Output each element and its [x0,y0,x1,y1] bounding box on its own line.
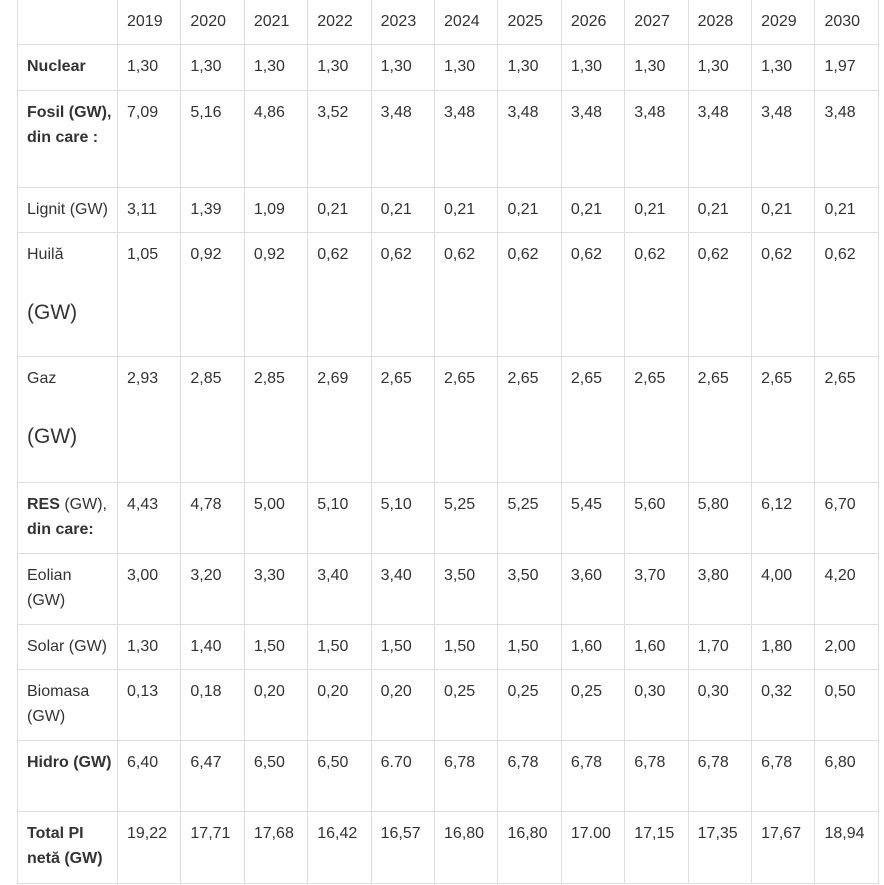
table-row-res [18,482,879,553]
table-row-solar [18,624,879,669]
year-header-2025: 2025 [498,0,561,44]
row-label-total-pi-neta [18,811,118,883]
cell-fosil-2021: 4,86 [244,90,307,187]
cell-eolian-2022: 3,40 [308,553,371,624]
cell-total-pi-neta-2019: 19,22 [118,811,181,883]
cell-biomasa-2025: 0,25 [498,669,561,740]
cell-eolian-2020: 3,20 [181,553,244,624]
cell-solar-2019: 1,30 [118,624,181,669]
row-label-text: Biomasa (GW) [27,682,90,726]
cell-biomasa-2029: 0,32 [752,669,815,740]
cell-total-pi-neta-2024: 16,80 [435,811,498,883]
cell-fosil-2020: 5,16 [181,90,244,187]
cell-fosil-2029: 3,48 [752,90,815,187]
year-header-2022: 2022 [308,0,371,44]
table-row-lignit [18,187,879,232]
cell-eolian-2019: 3,00 [118,553,181,624]
cell-nuclear-2030: 1,97 [815,44,879,90]
table-header-row [18,0,879,44]
year-header-2029: 2029 [752,0,815,44]
cell-nuclear-2025: 1,30 [498,44,561,90]
cell-huila-2029: 0,62 [752,232,815,356]
corner-cell [18,0,118,44]
cell-lignit-2022: 0,21 [308,187,371,232]
cell-gaz-2026: 2,65 [561,356,624,482]
cell-fosil-2019: 7,09 [118,90,181,187]
cell-total-pi-neta-2022: 16,42 [308,811,371,883]
cell-gaz-2023: 2,65 [371,356,434,482]
cell-nuclear-2027: 1,30 [625,44,688,90]
cell-gaz-2021: 2,85 [244,356,307,482]
table-row-gaz [18,356,879,482]
cell-gaz-2024: 2,65 [435,356,498,482]
cell-hidro-2021: 6,50 [244,740,307,811]
cell-gaz-2022: 2,69 [308,356,371,482]
cell-gaz-2028: 2,65 [688,356,751,482]
cell-gaz-2030: 2,65 [815,356,879,482]
table-row-total-pi-neta [18,811,879,883]
cell-lignit-2025: 0,21 [498,187,561,232]
year-header-2021: 2021 [244,0,307,44]
cell-res-2019: 4,43 [118,482,181,553]
cell-solar-2029: 1,80 [752,624,815,669]
table-row-huila [18,232,879,356]
row-label-gaz [18,356,118,482]
cell-res-2029: 6,12 [752,482,815,553]
cell-eolian-2024: 3,50 [435,553,498,624]
row-label-fosil [18,90,118,187]
year-header-2023: 2023 [371,0,434,44]
cell-solar-2025: 1,50 [498,624,561,669]
cell-eolian-2028: 3,80 [688,553,751,624]
cell-gaz-2027: 2,65 [625,356,688,482]
year-header-2026: 2026 [561,0,624,44]
row-label-solar [18,624,118,669]
cell-gaz-2020: 2,85 [181,356,244,482]
row-label-text: Fosil (GW), din care : [27,103,112,147]
cell-lignit-2021: 1,09 [244,187,307,232]
row-label-res [18,482,118,553]
cell-solar-2026: 1,60 [561,624,624,669]
cell-res-2021: 5,00 [244,482,307,553]
row-label-hidro [18,740,118,811]
cell-res-2030: 6,70 [815,482,879,553]
row-label-text: Hidro (GW) [27,753,112,771]
year-header-2027: 2027 [625,0,688,44]
cell-res-2027: 5,60 [625,482,688,553]
cell-hidro-2020: 6,47 [181,740,244,811]
cell-eolian-2027: 3,70 [625,553,688,624]
row-label-nuclear [18,44,118,90]
table-row-fosil [18,90,879,187]
cell-biomasa-2024: 0,25 [435,669,498,740]
cell-lignit-2020: 1,39 [181,187,244,232]
cell-total-pi-neta-2021: 17,68 [244,811,307,883]
cell-nuclear-2028: 1,30 [688,44,751,90]
cell-huila-2019: 1,05 [118,232,181,356]
cell-hidro-2028: 6,78 [688,740,751,811]
cell-biomasa-2020: 0,18 [181,669,244,740]
cell-solar-2028: 1,70 [688,624,751,669]
cell-fosil-2028: 3,48 [688,90,751,187]
cell-hidro-2027: 6,78 [625,740,688,811]
cell-solar-2027: 1,60 [625,624,688,669]
cell-gaz-2029: 2,65 [752,356,815,482]
cell-total-pi-neta-2020: 17,71 [181,811,244,883]
cell-fosil-2024: 3,48 [435,90,498,187]
cell-solar-2030: 2,00 [815,624,879,669]
cell-hidro-2029: 6,78 [752,740,815,811]
cell-total-pi-neta-2025: 16,80 [498,811,561,883]
cell-biomasa-2022: 0,20 [308,669,371,740]
cell-solar-2024: 1,50 [435,624,498,669]
year-header-2028: 2028 [688,0,751,44]
cell-nuclear-2020: 1,30 [181,44,244,90]
row-label-eolian [18,553,118,624]
table-row-hidro [18,740,879,811]
cell-biomasa-2021: 0,20 [244,669,307,740]
row-label-text: din care: [27,521,94,539]
cell-eolian-2030: 4,20 [815,553,879,624]
cell-res-2028: 5,80 [688,482,751,553]
row-label-text: Lignit (GW) [27,200,108,218]
row-label-text: Nuclear [27,57,86,75]
cell-biomasa-2027: 0,30 [625,669,688,740]
cell-solar-2021: 1,50 [244,624,307,669]
year-header-2020: 2020 [181,0,244,44]
cell-eolian-2029: 4,00 [752,553,815,624]
cell-nuclear-2029: 1,30 [752,44,815,90]
table-head [18,0,879,44]
cell-total-pi-neta-2029: 17,67 [752,811,815,883]
cell-huila-2020: 0,92 [181,232,244,356]
row-label-text: (GW) [27,301,78,325]
cell-lignit-2028: 0,21 [688,187,751,232]
cell-huila-2028: 0,62 [688,232,751,356]
cell-lignit-2023: 0,21 [371,187,434,232]
cell-nuclear-2024: 1,30 [435,44,498,90]
cell-eolian-2025: 3,50 [498,553,561,624]
cell-total-pi-neta-2023: 16,57 [371,811,434,883]
table-row-eolian [18,553,879,624]
cell-solar-2022: 1,50 [308,624,371,669]
cell-huila-2025: 0,62 [498,232,561,356]
cell-hidro-2024: 6,78 [435,740,498,811]
cell-solar-2020: 1,40 [181,624,244,669]
row-label-text: Eolian (GW) [27,566,72,610]
cell-res-2026: 5,45 [561,482,624,553]
cell-total-pi-neta-2030: 18,94 [815,811,879,883]
cell-biomasa-2023: 0,20 [371,669,434,740]
cell-gaz-2019: 2,93 [118,356,181,482]
cell-fosil-2026: 3,48 [561,90,624,187]
row-label-text: Total PI netă (GW) [27,824,103,868]
cell-fosil-2023: 3,48 [371,90,434,187]
cell-fosil-2025: 3,48 [498,90,561,187]
cell-huila-2023: 0,62 [371,232,434,356]
cell-hidro-2026: 6,78 [561,740,624,811]
cell-res-2024: 5,25 [435,482,498,553]
cell-eolian-2021: 3,30 [244,553,307,624]
capacity-table [17,0,879,884]
year-header-2024: 2024 [435,0,498,44]
cell-solar-2023: 1,50 [371,624,434,669]
row-label-text: (GW), [59,495,107,513]
cell-res-2025: 5,25 [498,482,561,553]
row-label-text: Huilă [27,245,64,263]
year-header-2019: 2019 [118,0,181,44]
cell-eolian-2026: 3,60 [561,553,624,624]
cell-lignit-2024: 0,21 [435,187,498,232]
cell-biomasa-2030: 0,50 [815,669,879,740]
cell-biomasa-2026: 0,25 [561,669,624,740]
cell-nuclear-2019: 1,30 [118,44,181,90]
cell-eolian-2023: 3,40 [371,553,434,624]
cell-hidro-2030: 6,80 [815,740,879,811]
cell-res-2022: 5,10 [308,482,371,553]
cell-nuclear-2021: 1,30 [244,44,307,90]
cell-huila-2027: 0,62 [625,232,688,356]
cell-nuclear-2026: 1,30 [561,44,624,90]
row-label-text: Gaz [27,369,57,387]
cell-hidro-2019: 6,40 [118,740,181,811]
cell-total-pi-neta-2028: 17,35 [688,811,751,883]
row-label-text: RES [27,495,60,513]
cell-res-2020: 4,78 [181,482,244,553]
cell-lignit-2029: 0,21 [752,187,815,232]
cell-hidro-2025: 6,78 [498,740,561,811]
row-label-text: Solar (GW) [27,637,107,655]
cell-total-pi-neta-2026: 17.00 [561,811,624,883]
cell-fosil-2022: 3,52 [308,90,371,187]
cell-total-pi-neta-2027: 17,15 [625,811,688,883]
cell-nuclear-2023: 1,30 [371,44,434,90]
row-label-huila [18,232,118,356]
cell-huila-2030: 0,62 [815,232,879,356]
year-header-2030: 2030 [815,0,879,44]
cell-huila-2021: 0,92 [244,232,307,356]
cell-biomasa-2028: 0,30 [688,669,751,740]
cell-huila-2022: 0,62 [308,232,371,356]
row-label-text: (GW) [27,425,78,449]
cell-huila-2026: 0,62 [561,232,624,356]
cell-lignit-2030: 0,21 [815,187,879,232]
cell-gaz-2025: 2,65 [498,356,561,482]
cell-fosil-2030: 3,48 [815,90,879,187]
cell-lignit-2026: 0,21 [561,187,624,232]
row-label-biomasa [18,669,118,740]
cell-nuclear-2022: 1,30 [308,44,371,90]
cell-hidro-2022: 6,50 [308,740,371,811]
cell-fosil-2027: 3,48 [625,90,688,187]
cell-biomasa-2019: 0,13 [118,669,181,740]
cell-huila-2024: 0,62 [435,232,498,356]
table-row-biomasa [18,669,879,740]
cell-lignit-2027: 0,21 [625,187,688,232]
table-row-nuclear [18,44,879,90]
table-body [18,44,879,883]
cell-lignit-2019: 3,11 [118,187,181,232]
cell-res-2023: 5,10 [371,482,434,553]
cell-hidro-2023: 6.70 [371,740,434,811]
row-label-lignit [18,187,118,232]
